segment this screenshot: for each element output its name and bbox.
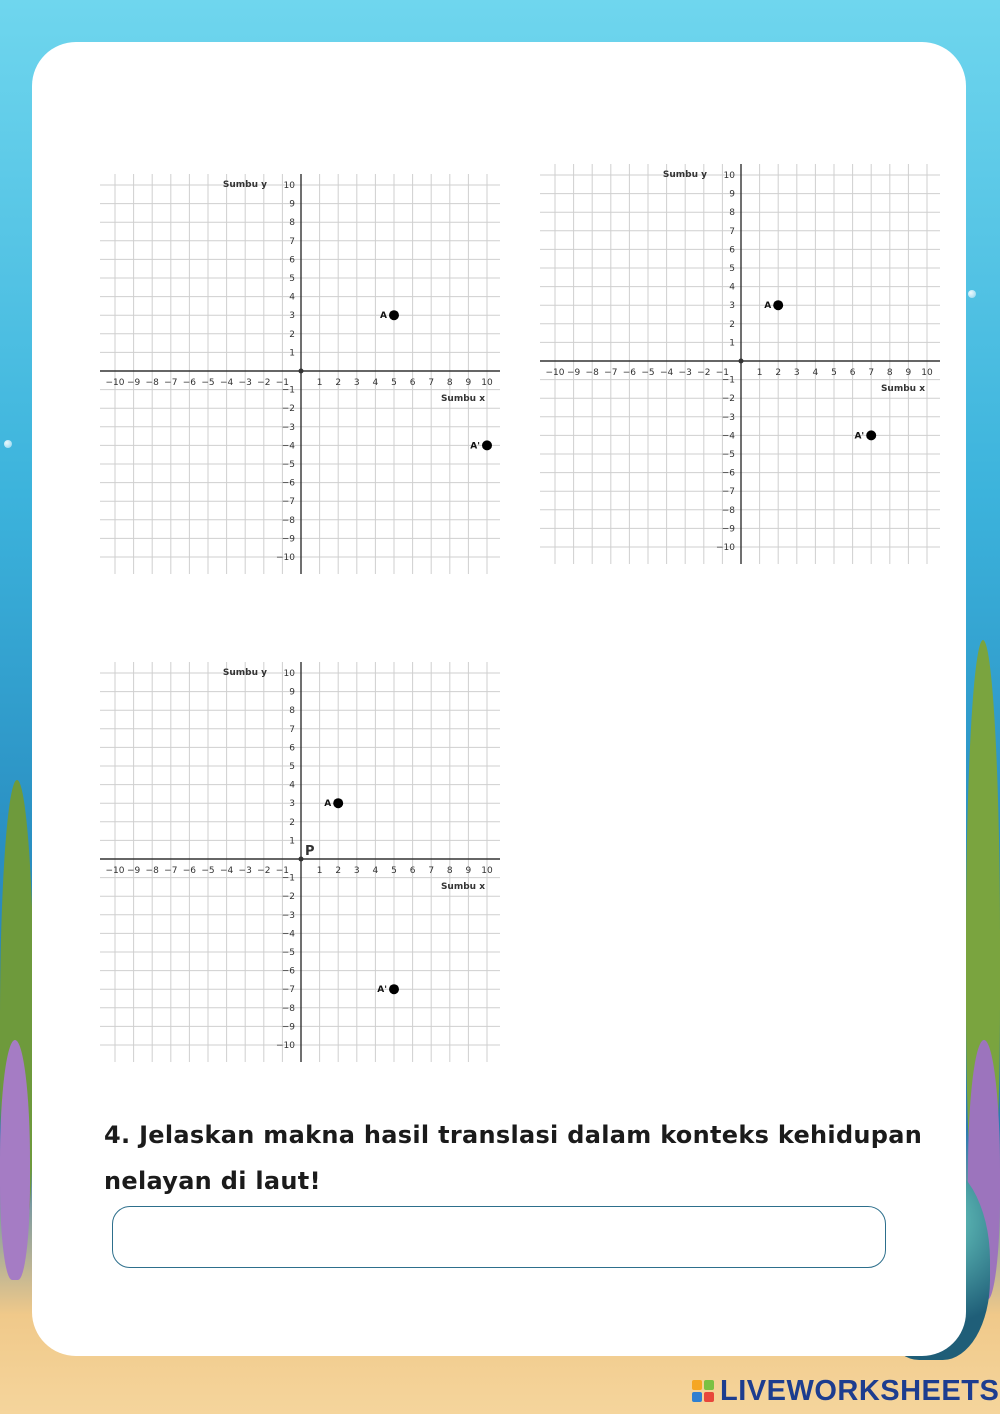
x-tick-label: −5 <box>201 866 215 876</box>
y-tick-label: 8 <box>729 208 735 219</box>
x-tick-label: 3 <box>793 368 800 378</box>
y-tick-label: −6 <box>721 468 735 479</box>
x-tick-label: −10 <box>105 378 125 388</box>
y-axis-label: Sumbu y <box>222 668 267 678</box>
point-label: A' <box>377 985 387 996</box>
y-tick-label: −5 <box>281 948 295 958</box>
x-tick-label: 3 <box>353 866 360 876</box>
y-tick-label: 8 <box>289 706 295 717</box>
y-tick-label: −4 <box>281 929 295 940</box>
x-tick-label: 9 <box>465 866 472 876</box>
x-tick-label: 5 <box>391 866 397 876</box>
y-axis-label: Sumbu y <box>662 170 707 180</box>
point-marker <box>866 430 876 440</box>
x-tick-label: −10 <box>545 368 565 378</box>
y-tick-label: 7 <box>289 236 295 247</box>
x-tick-label: 5 <box>831 368 837 378</box>
question-number: 4. <box>104 1121 131 1149</box>
x-tick-label: −4 <box>219 378 234 388</box>
x-tick-label: 10 <box>481 378 493 388</box>
x-tick-label: −3 <box>678 368 692 378</box>
y-tick-label: 10 <box>283 669 295 679</box>
x-tick-label: 8 <box>886 368 893 378</box>
y-tick-label: −6 <box>281 478 295 489</box>
x-tick-label: 1 <box>316 866 323 876</box>
point-label: A' <box>470 441 480 452</box>
point-marker <box>482 440 492 450</box>
x-tick-label: −2 <box>257 866 271 876</box>
x-tick-label: −5 <box>641 368 655 378</box>
y-tick-label: −6 <box>281 966 295 977</box>
y-tick-label: 4 <box>729 282 735 293</box>
point-marker <box>389 310 399 320</box>
y-axis-label: Sumbu y <box>222 180 267 190</box>
question-4 <box>104 1112 924 1204</box>
x-tick-label: −7 <box>164 866 178 876</box>
y-tick-label: 9 <box>729 189 735 200</box>
y-tick-label: 1 <box>289 348 295 359</box>
y-tick-label: −10 <box>716 543 735 553</box>
x-tick-label: −6 <box>182 378 197 388</box>
y-tick-label: −3 <box>281 910 295 921</box>
y-tick-label: 8 <box>289 218 295 229</box>
x-tick-label: −7 <box>164 378 178 388</box>
y-tick-label: −3 <box>721 412 735 423</box>
y-tick-label: 6 <box>729 245 735 256</box>
y-tick-label: −1 <box>721 375 735 386</box>
x-tick-label: 10 <box>921 368 933 378</box>
y-tick-label: 1 <box>729 338 735 349</box>
coordinate-plane <box>538 160 942 568</box>
y-tick-label: −7 <box>721 487 735 498</box>
y-tick-label: −4 <box>281 441 295 452</box>
y-tick-label: 5 <box>729 264 735 274</box>
x-tick-label: 4 <box>372 378 379 388</box>
point-label: A' <box>854 431 865 442</box>
y-tick-label: 2 <box>729 319 735 330</box>
x-tick-label: −4 <box>659 368 674 378</box>
y-tick-label: 5 <box>289 274 295 284</box>
question-text-line1: Jelaskan makna hasil translasi dalam konteks kehidupan <box>139 1121 923 1149</box>
x-tick-label: 8 <box>446 866 453 876</box>
point-marker <box>389 984 399 994</box>
x-tick-label: −8 <box>145 378 159 388</box>
x-tick-label: −8 <box>585 368 599 378</box>
y-tick-label: −9 <box>721 524 735 535</box>
liveworksheets-logo-icon <box>692 1380 714 1402</box>
x-tick-label: −1 <box>275 866 290 876</box>
y-tick-label: 5 <box>289 762 295 772</box>
x-tick-label: 4 <box>372 866 379 876</box>
y-tick-label: −1 <box>281 385 295 396</box>
y-tick-label: −9 <box>281 534 295 545</box>
x-tick-label: −1 <box>715 368 730 378</box>
origin-dot <box>299 369 304 374</box>
point-marker <box>333 798 343 808</box>
x-axis-label: Sumbu x <box>880 384 925 394</box>
x-tick-label: −3 <box>238 378 252 388</box>
y-tick-label: 2 <box>289 817 295 828</box>
y-tick-label: −2 <box>721 394 735 405</box>
x-tick-label: −9 <box>566 368 581 378</box>
y-tick-label: 3 <box>289 799 295 810</box>
coral-decoration <box>0 1040 30 1280</box>
origin-label: P <box>305 844 315 859</box>
point-label: A <box>380 311 387 322</box>
y-tick-label: −2 <box>281 404 295 415</box>
y-tick-label: −3 <box>281 422 295 433</box>
coordinate-graph-3 <box>98 658 502 1066</box>
x-tick-label: 5 <box>391 378 397 388</box>
x-tick-label: 2 <box>335 866 342 876</box>
y-tick-label: 10 <box>283 181 295 191</box>
coordinate-plane <box>98 658 502 1066</box>
y-tick-label: 9 <box>289 687 295 698</box>
y-tick-label: −7 <box>281 985 295 996</box>
x-tick-label: −6 <box>182 866 197 876</box>
y-tick-label: −1 <box>281 873 295 884</box>
x-tick-label: −7 <box>604 368 618 378</box>
y-tick-label: 4 <box>289 292 295 303</box>
x-tick-label: −8 <box>145 866 159 876</box>
y-tick-label: 7 <box>289 724 295 735</box>
coordinate-graph-2 <box>538 160 942 568</box>
x-tick-label: 2 <box>775 368 782 378</box>
coordinate-plane <box>98 170 502 578</box>
point-marker <box>773 300 783 310</box>
y-tick-label: 10 <box>723 171 735 181</box>
x-tick-label: 3 <box>353 378 360 388</box>
y-tick-label: −2 <box>281 892 295 903</box>
x-tick-label: −1 <box>275 378 290 388</box>
x-axis-label: Sumbu x <box>440 394 485 404</box>
x-tick-label: 7 <box>428 378 435 388</box>
x-tick-label: −9 <box>126 378 141 388</box>
x-tick-label: 4 <box>812 368 819 378</box>
x-tick-label: 9 <box>905 368 912 378</box>
x-axis-label: Sumbu x <box>440 882 485 892</box>
x-tick-label: −5 <box>201 378 215 388</box>
x-tick-label: −2 <box>257 378 271 388</box>
origin-dot <box>299 857 304 862</box>
point-label: A <box>324 799 332 810</box>
x-tick-label: −3 <box>238 866 252 876</box>
x-tick-label: 7 <box>868 368 875 378</box>
y-tick-label: −8 <box>281 1003 295 1014</box>
x-tick-label: 6 <box>849 368 856 378</box>
answer-input[interactable] <box>112 1206 886 1268</box>
x-tick-label: −2 <box>697 368 711 378</box>
liveworksheets-logo <box>692 1374 999 1408</box>
point-label: A <box>764 301 772 312</box>
brand-name: LIVEWORKSHEETS <box>720 1374 1000 1407</box>
x-tick-label: 6 <box>409 866 416 876</box>
y-tick-label: −8 <box>721 505 735 516</box>
y-tick-label: 6 <box>289 255 295 266</box>
question-text-line2: nelayan di laut! <box>104 1167 321 1195</box>
x-tick-label: −9 <box>126 866 141 876</box>
y-tick-label: 3 <box>289 311 295 322</box>
coordinate-graph-1 <box>98 170 502 578</box>
x-tick-label: 2 <box>335 378 342 388</box>
y-tick-label: −4 <box>721 431 735 442</box>
x-tick-label: 6 <box>409 378 416 388</box>
x-tick-label: −6 <box>622 368 637 378</box>
x-tick-label: 1 <box>316 378 323 388</box>
y-tick-label: −9 <box>281 1022 295 1033</box>
y-tick-label: −10 <box>276 553 295 563</box>
x-tick-label: 10 <box>481 866 493 876</box>
x-tick-label: 1 <box>756 368 763 378</box>
origin-dot <box>739 359 744 364</box>
x-tick-label: −4 <box>219 866 234 876</box>
x-tick-label: 8 <box>446 378 453 388</box>
y-tick-label: −7 <box>281 497 295 508</box>
bubble-decoration <box>4 440 12 448</box>
bubble-decoration <box>968 290 976 298</box>
y-tick-label: 6 <box>289 743 295 754</box>
x-tick-label: 7 <box>428 866 435 876</box>
y-tick-label: −5 <box>721 450 735 460</box>
y-tick-label: −10 <box>276 1041 295 1051</box>
y-tick-label: 4 <box>289 780 295 791</box>
y-tick-label: −8 <box>281 515 295 526</box>
y-tick-label: 1 <box>289 836 295 847</box>
x-tick-label: 9 <box>465 378 472 388</box>
y-tick-label: 9 <box>289 199 295 210</box>
x-tick-label: −10 <box>105 866 125 876</box>
y-tick-label: 7 <box>729 226 735 237</box>
y-tick-label: 3 <box>729 301 735 312</box>
y-tick-label: 2 <box>289 329 295 340</box>
y-tick-label: −5 <box>281 460 295 470</box>
